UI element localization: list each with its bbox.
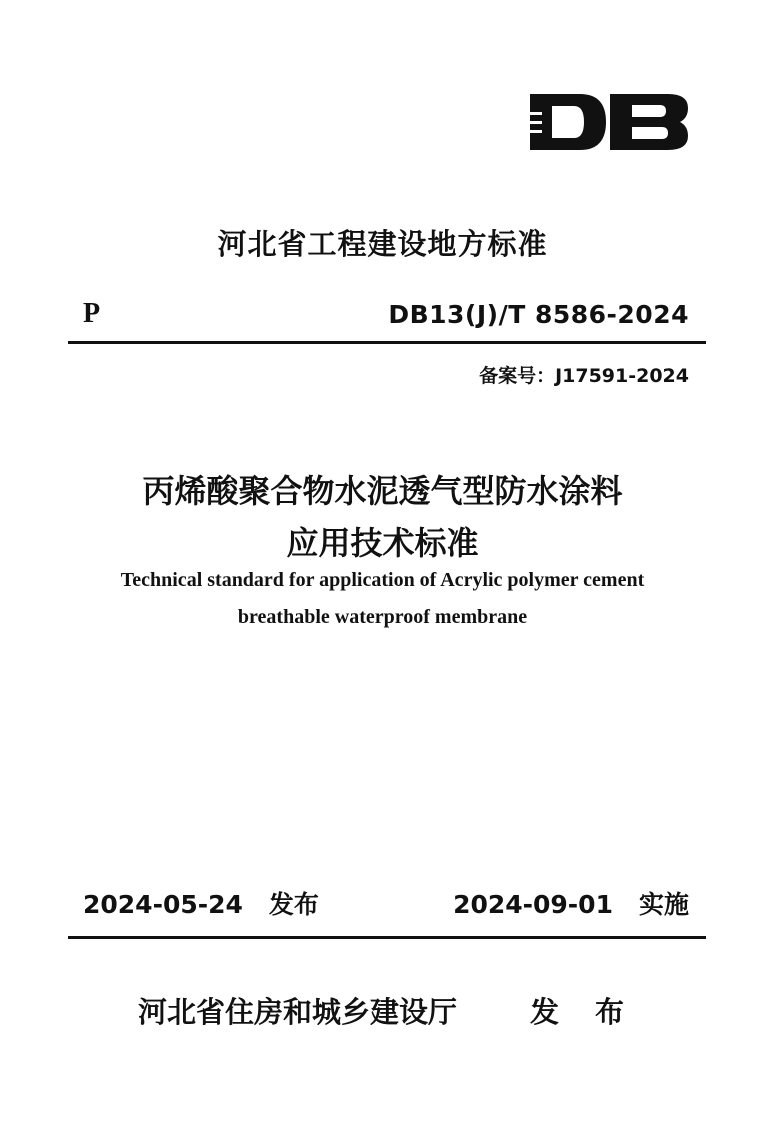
standard-category: 河北省工程建设地方标准 <box>217 227 548 261</box>
issue-date: 2024-05-24 <box>83 890 243 919</box>
issue-label: 发布 <box>268 890 319 919</box>
issue-date-block <box>83 885 319 921</box>
implementation-label: 实施 <box>638 890 689 919</box>
title-en-line1: Technical standard for application of Acrylic polymer cement <box>120 569 645 591</box>
standard-number: DB13(J)/T 8586-2024 <box>388 300 689 329</box>
title-cn-line1: 丙烯酸聚合物水泥透气型防水涂料 <box>142 472 623 510</box>
bottom-divider <box>68 936 706 939</box>
publisher-name: 河北省住房和城乡建设厅 <box>138 995 458 1029</box>
publisher-label: 发布 <box>530 995 661 1029</box>
record-number: 备案号：J17591-2024 <box>479 365 689 387</box>
db-logo <box>528 92 690 152</box>
implementation-date: 2024-09-01 <box>453 890 613 919</box>
title-cn-line2: 应用技术标准 <box>286 524 479 562</box>
implementation-date-block <box>453 885 689 921</box>
top-divider <box>68 341 706 344</box>
title-en-line2: breathable waterproof membrane <box>237 606 528 628</box>
classification-code: P <box>83 298 101 329</box>
